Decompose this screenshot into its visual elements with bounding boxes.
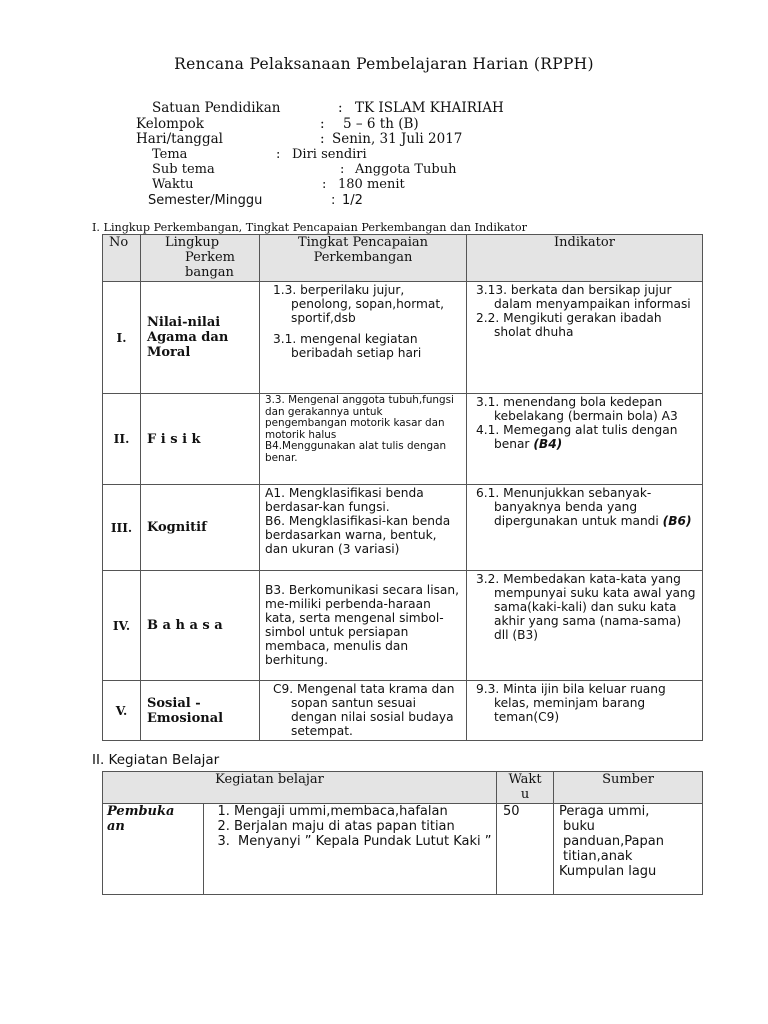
row-tpp <box>260 394 467 485</box>
table-header-row <box>103 772 703 804</box>
row-indikator <box>467 571 703 681</box>
row-tpp <box>260 681 467 741</box>
indikator-item: 2.2. Mengikuti gerakan ibadah sholat dhuha <box>476 311 662 339</box>
row-label <box>103 804 204 895</box>
page-title: Rencana Pelaksanaan Pembelajaran Harian (RPPH) <box>174 55 594 73</box>
sumber-line: buku <box>563 819 595 834</box>
col-sumber-label: Sumber <box>602 772 654 787</box>
waktu-cell: 50 <box>497 804 554 895</box>
indikator-code: (B6) <box>662 514 692 528</box>
table-row <box>103 804 703 895</box>
col-indikator-label: Indikator <box>554 235 615 250</box>
row-indikator <box>467 485 703 571</box>
sumber-line: Kumpulan lagu <box>559 864 657 879</box>
row-area-line: F i s i k <box>147 431 201 447</box>
tpp-item: B3. Berkomunikasi secara lisan, me-miliki perbenda-haraan kata, serta mengenal simbol-simbol untuk persiapan membaca, menulis dan berhitung. <box>265 583 459 667</box>
row-tpp <box>260 282 467 394</box>
table-row <box>103 681 703 741</box>
indikator-item: 3.1. menendang bola kedepan kebelakang (bermain bola) A3 <box>476 395 678 423</box>
hari-value: Senin, 31 Juli 2017 <box>332 131 463 147</box>
tpp-item: 1.3. berperilaku jujur, penolong, sopan,hormat, sportif,dsb <box>273 283 445 325</box>
indikator-item: 3.13. berkata dan bersikap jujur dalam menyampaikan informasi <box>476 283 691 311</box>
row-area-line: Nilai-nilai <box>147 315 221 330</box>
tpp-item: 3.3. Mengenal anggota tubuh,fungsi dan gerakannya untuk pengembangan motorik kasar dan motorik halus <box>265 394 454 441</box>
row-tpp <box>260 571 467 681</box>
semester-sep: : <box>331 193 336 208</box>
activity-list <box>206 804 494 849</box>
col-waktu-header <box>497 772 554 804</box>
col-tingkat-line2: Perkembangan <box>313 250 413 265</box>
tpp-item: B6. Mengklasifikasi-kan benda berdasarkan warna, bentuk, dan ukuran (3 variasi) <box>265 514 451 556</box>
semester-value: 1/2 <box>342 193 363 208</box>
row-area-line: Agama dan <box>147 330 229 345</box>
col-tingkat-header <box>260 235 467 282</box>
hari-label: Hari/tanggal <box>136 131 223 147</box>
row-number: II. <box>103 394 141 485</box>
row-area <box>141 282 260 394</box>
col-lingkup-line3: bangan <box>185 265 234 280</box>
row-label-line: an <box>107 819 125 834</box>
indikator-code: (B4) <box>533 437 563 451</box>
tpp-item: B4.Menggunakan alat tulis dengan benar. <box>265 440 447 464</box>
subtema-sep: : <box>340 162 345 177</box>
kelompok-value: 5 – 6 th (B) <box>343 116 419 132</box>
indikator-item: 6.1. Menunjukkan sebanyak-banyaknya benda yang dipergunakan untuk mandi <box>476 486 659 528</box>
section2-title: II. Kegiatan Belajar <box>92 752 220 768</box>
hari-sep: : <box>320 131 325 147</box>
row-area <box>141 571 260 681</box>
row-area-line: Moral <box>147 345 191 360</box>
subtema-value: Anggota Tubuh <box>355 162 457 177</box>
table-row <box>103 571 703 681</box>
activity-table <box>102 771 703 895</box>
row-indikator <box>467 681 703 741</box>
waktu-value: 180 menit <box>338 177 405 192</box>
list-item: 3. Menyanyi ” Kepala Pundak Lutut Kaki ” <box>234 834 494 849</box>
table-row <box>103 394 703 485</box>
row-area <box>141 681 260 741</box>
col-no-header <box>103 235 141 282</box>
table-row <box>103 282 703 394</box>
section1-title: I. Lingkup Perkembangan, Tingkat Pencapaian Perkembangan dan Indikator <box>92 221 527 234</box>
row-indikator <box>467 394 703 485</box>
row-label-line: Pembuka <box>107 804 175 819</box>
list-item: 1. Mengaji ummi,membaca,hafalan <box>234 804 494 819</box>
table-header-row <box>103 235 703 282</box>
col-sumber-header <box>554 772 703 804</box>
tpp-item: 3.1. mengenal kegiatan beribadah setiap hari <box>273 332 422 360</box>
subtema-label: Sub tema <box>152 162 215 177</box>
tema-value: Diri sendiri <box>292 147 367 162</box>
row-area-line: Kognitif <box>147 520 207 535</box>
row-area-line: Emosional <box>147 710 224 726</box>
kelompok-label: Kelompok <box>136 116 204 132</box>
row-area <box>141 485 260 571</box>
tpp-item: C9. Mengenal tata krama dan sopan santun sesuai dengan nilai sosial budaya setempat. <box>273 682 455 738</box>
indikator-item: 4.1. Memegang alat tulis dengan benar <box>476 423 678 451</box>
sumber-line: titian,anak <box>563 849 633 864</box>
col-indikator-header <box>467 235 703 282</box>
satuan-sep: : <box>338 100 343 116</box>
sumber-line: Peraga ummi, <box>559 804 650 819</box>
development-table <box>102 234 703 741</box>
waktu-sep: : <box>322 177 327 192</box>
row-number: III. <box>103 485 141 571</box>
row-area <box>141 394 260 485</box>
col-lingkup-line1: Lingkup <box>165 235 220 250</box>
kelompok-sep: : <box>320 116 325 132</box>
col-tingkat-line1: Tingkat Pencapaian <box>297 235 429 250</box>
tema-label: Tema <box>152 147 188 162</box>
col-lingkup-line2: Perkem <box>185 250 235 265</box>
row-area-line: Sosial - <box>147 695 201 711</box>
col-lingkup-header <box>141 235 260 282</box>
col-kegiatan-label: Kegiatan belajar <box>215 772 324 787</box>
row-number: IV. <box>103 571 141 681</box>
col-waktu-line1: Wakt <box>508 772 542 787</box>
indikator-item: 3.2. Membedakan kata-kata yang mempunyai suku kata awal yang sama(kaki-kali) dan suku kata akhir yang sama (nama-sama) dll (B3) <box>476 572 696 642</box>
tema-sep: : <box>276 147 281 162</box>
list-item: 2. Berjalan maju di atas papan titian <box>234 819 494 834</box>
satuan-value: TK ISLAM KHAIRIAH <box>355 100 504 116</box>
row-number: I. <box>103 282 141 394</box>
row-tpp <box>260 485 467 571</box>
sumber-cell <box>554 804 703 895</box>
col-waktu-line2: u <box>520 787 530 802</box>
tpp-item: A1. Mengklasifikasi benda berdasar-kan fungsi. <box>265 486 424 514</box>
col-no-label: No <box>109 235 129 250</box>
indikator-item: 9.3. Minta ijin bila keluar ruang kelas, meminjam barang teman(C9) <box>476 682 666 724</box>
semester-label: Semester/Minggu <box>148 193 263 208</box>
col-kegiatan-header <box>103 772 497 804</box>
row-area-line: B a h a s a <box>147 618 223 633</box>
row-number: V. <box>103 681 141 741</box>
satuan-label: Satuan Pendidikan <box>152 100 281 116</box>
table-row <box>103 485 703 571</box>
waktu-label: Waktu <box>152 177 194 192</box>
row-indikator <box>467 282 703 394</box>
activity-list-cell <box>204 804 497 895</box>
sumber-line: panduan,Papan <box>563 834 664 849</box>
